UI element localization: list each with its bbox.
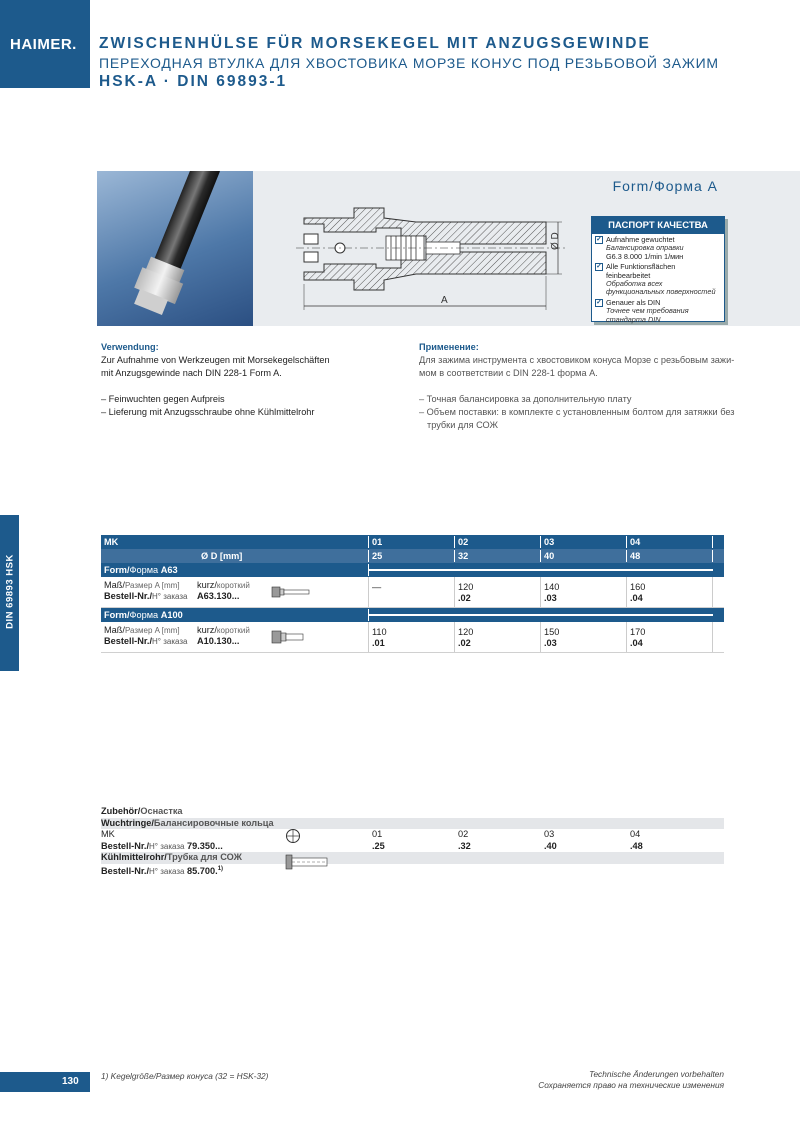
quality-item: ✓ Aufnahme gewuchtet Балансировка оправки G6.3 8.000 1/min 1/мин	[596, 235, 684, 261]
quality-item: ✓ Alle Funktionsflächen feinbearbeitet Обработка всех функциональных поверхностей	[596, 262, 716, 297]
side-tab: DIN 69893 HSK	[0, 515, 19, 671]
form-title: Form/Форма A	[612, 178, 718, 194]
logo-block	[0, 0, 90, 88]
checkbox-icon: ✓	[596, 298, 602, 306]
dimension-d-label: Ø D	[550, 232, 561, 250]
balancing-rings-heading: Wuchtringe/ Балансировочные кольца	[101, 818, 724, 830]
accessories-table	[101, 806, 724, 875]
title-ru: ПЕРЕХОДНАЯ ВТУЛКА ДЛЯ ХВОСТОВИКА МОРЗЕ КОНУС ПОД РЕЗЬБОВОЙ ЗАЖИМ	[99, 55, 719, 71]
title-de: ZWISCHENHÜLSE FÜR MORSEKEGEL MIT ANZUGSGEWINDE	[99, 35, 651, 52]
quality-passport-title: ПАСПОРТ КАЧЕСТВА	[592, 217, 724, 234]
table-header-mk: MK 01 02 03 04	[101, 535, 724, 549]
quality-passport-box	[591, 216, 725, 322]
coolant-tube-heading: Kühlmittelrohr/ Трубка для СОЖ	[101, 852, 724, 864]
technical-drawing	[296, 200, 576, 315]
table-row: Maß/Размер A [mm] Bestell-Nr./Н° заказа kurz/короткий A10.130... 110 .01 120 .02 150 .03 170 .04	[101, 622, 724, 653]
checkbox-icon: ✓	[596, 263, 602, 271]
table-section-a63: Form/Форма A63	[101, 563, 724, 577]
page-number: 130	[62, 1076, 79, 1087]
change-notice: Technische Änderungen vorbehalten Сохраняется право на технические изменения	[538, 1069, 724, 1090]
table-section-a100: Form/Форма A100	[101, 608, 724, 622]
table-row: Bestell-Nr./Н° заказа 85.700.$^{1)}$	[101, 865, 224, 876]
product-table	[101, 535, 724, 653]
quality-item: ✓ Genauer als DIN Точнее чем требования стандарта DIN	[596, 297, 689, 324]
tool-icon	[271, 629, 311, 645]
accessories-heading: Zubehör/ Оснастка	[101, 806, 183, 816]
table-row: Bestell-Nr./Н° заказа 79.350... .25 .32 .40 .48	[101, 840, 643, 851]
usage-de: Verwendung: Zur Aufnahme von Werkzeugen mit Morsekegelschäften mit Anzugsgewinde nach DIN 228-1 Form A. – Feinwuchten gegen Aufpreis – Lieferung mit Anzugsschraube ohne Kühlmittelrohr	[101, 342, 330, 417]
page-title	[99, 35, 799, 91]
title-standard: HSK-A · DIN 69893-1	[99, 73, 288, 90]
usage-ru: Применение: Для зажима инструмента с хвостовиком конуса Морзе с резьбовым зажи- мом в соответствии с DIN 228-1 форма А. – Точная балансировка за дополнительную плату – Объем поставки: в комплекте с установленным болтом для затяжки без трубки для СОЖ	[419, 342, 735, 430]
dimension-a-label: A	[441, 295, 448, 306]
product-photo	[97, 171, 253, 326]
tool-icon	[271, 584, 311, 600]
table-row: Maß/Размер A [mm] Bestell-Nr./Н° заказа kurz/короткий A63.130... — 120 .02 140 .03 160 .04	[101, 577, 724, 608]
checkbox-icon: ✓	[596, 236, 602, 243]
table-header-diameter: Ø D [mm] 25 32 40 48	[101, 549, 724, 563]
footnote: 1) Kegelgröße/Размер конуса (32 = HSK-32)	[101, 1071, 269, 1081]
table-row: MK 01 02 03 04	[101, 829, 724, 841]
haimer-logo: HAIMER.	[10, 36, 77, 53]
